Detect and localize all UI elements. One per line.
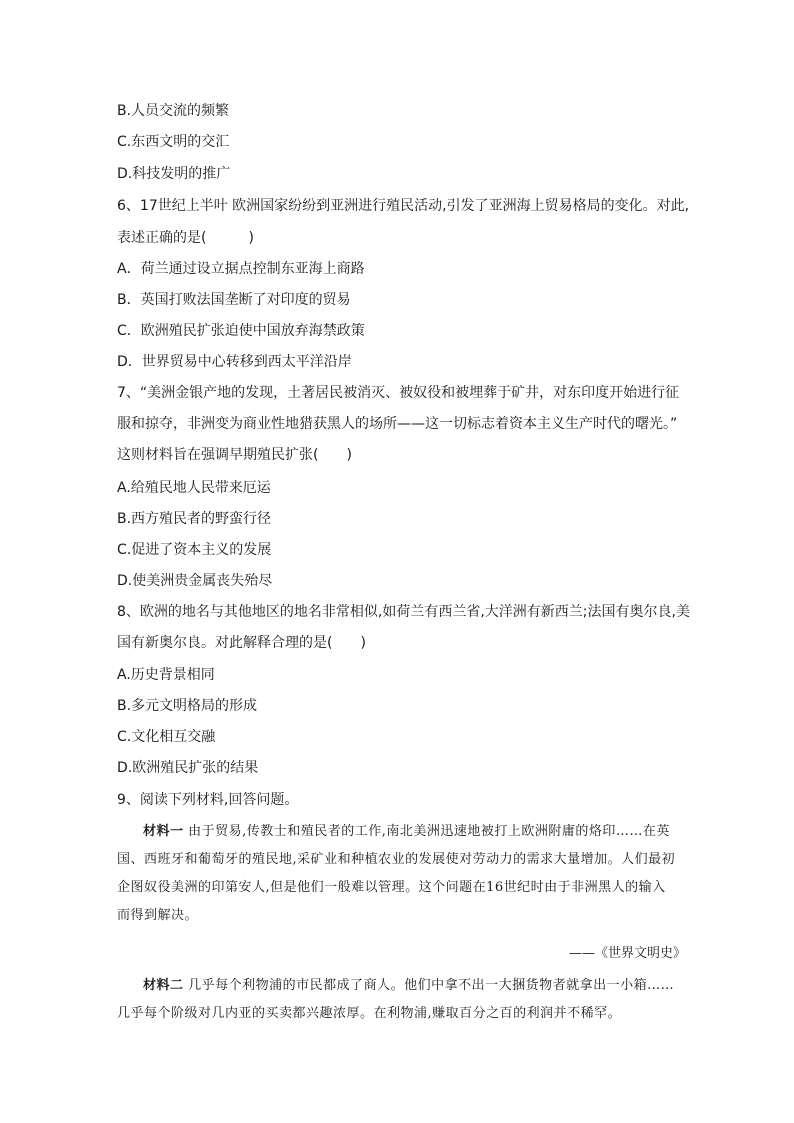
q9-material-2: [117, 972, 677, 1028]
q8-option-d: D.欧洲殖民扩张的结果: [117, 760, 259, 776]
material-2-text: 几乎每个利物浦的市民都成了商人。他们中拿不出一大捆货物者就拿出一小箱……几乎每个阶级对几内亚的买卖都兴趣浓厚。在利物浦,赚取百分之百的利润并不稀罕。: [117, 978, 675, 1021]
q7-stem-line1: 7、“美洲金银产地的发现，土著居民被消灭、被奴役和被埋葬于矿井，对东印度开始进行征: [117, 385, 680, 401]
q6-stem-line1: 6、17世纪上半叶 欧洲国家纷纷到亚洲进行殖民活动,引发了亚洲海上贸易格局的变化。对此,: [117, 198, 690, 214]
q6-option-a: A．荷兰通过设立据点控制东亚海上商路: [117, 261, 365, 277]
q8-option-c: C.文化相互交融: [117, 729, 216, 745]
q7-stem-line3: 这则材料旨在强调早期殖民扩张( ): [117, 447, 352, 463]
q5-option-c: C.东西文明的交汇: [117, 134, 230, 150]
q6-stem-line2: 表述正确的是( ): [117, 230, 254, 246]
q8-option-b: B.多元文明格局的形成: [117, 698, 258, 714]
q8-option-a: A.历史背景相同: [117, 667, 215, 683]
material-1-label: 材料一: [143, 824, 184, 839]
material-2-label: 材料二: [143, 978, 184, 993]
q8-stem-line1: 8、欧洲的地名与其他地区的地名非常相似,如荷兰有西兰省,大洋洲有新西兰;法国有奥尔良,美: [117, 604, 690, 620]
q9-stem: 9、阅读下列材料,回答问题。: [117, 792, 299, 808]
q6-option-c: C．欧洲殖民扩张迫使中国放弃海禁政策: [117, 323, 365, 339]
q7-option-b: B.西方殖民者的野蛮行径: [117, 511, 272, 527]
q7-option-c: C.促进了资本主义的发展: [117, 542, 272, 558]
q7-option-d: D.使美洲贵金属丧失殆尽: [117, 573, 273, 589]
q7-option-a: A.给殖民地人民带来厄运: [117, 480, 271, 496]
q5-option-b: B.人员交流的频繁: [117, 103, 230, 119]
q8-stem-line2: 国有新奥尔良。对此解释合理的是( ): [117, 635, 366, 651]
material-1-source: ——《世界文明史》: [568, 946, 686, 961]
q6-option-d: D．世界贸易中心转移到西太平洋沿岸: [117, 354, 352, 370]
material-1-text: 由于贸易,传教士和殖民者的工作,南北美洲迅速地被打上欧洲附庸的烙印……在英国、西班牙和葡萄牙的殖民地,采矿业和种植农业的发展使对劳动力的需求大量增加。人们最初企图奴役美洲的印第安人,但是他们一般难以管理。这个问题在16世纪时由于非洲黑人的输入而得到解决。: [117, 824, 676, 923]
q9-material-1: [117, 818, 677, 930]
q7-stem-line2: 服和掠夺，非洲变为商业性地猎获黑人的场所——这一切标志着资本主义生产时代的曙光。”: [117, 416, 678, 432]
q6-option-b: B．英国打败法国垄断了对印度的贸易: [117, 292, 351, 308]
q5-option-d: D.科技发明的推广: [117, 166, 231, 182]
